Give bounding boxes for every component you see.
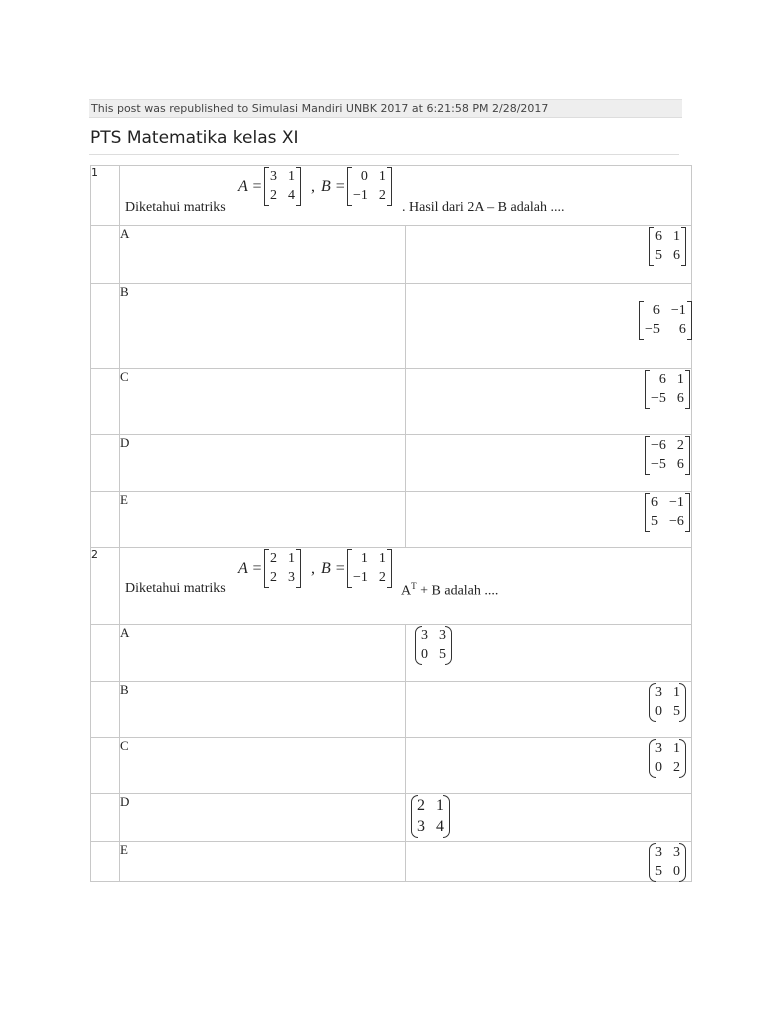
matrix-cell: 6 <box>673 248 680 263</box>
matrix-cell: 6 <box>652 303 660 318</box>
option-answer <box>406 492 692 548</box>
matrix-cell: 5 <box>651 514 658 529</box>
matrix-a <box>264 549 301 588</box>
option-answer <box>406 284 692 369</box>
option-letter: A <box>120 226 406 284</box>
matrix-cell: −5 <box>651 457 666 472</box>
option-matrix <box>649 843 686 882</box>
option-letter: C <box>120 738 406 794</box>
matrix-cell: −1 <box>669 495 684 510</box>
option-answer <box>406 226 692 284</box>
matrix-cell: 4 <box>436 818 444 835</box>
matrix-cell: −6 <box>651 438 666 453</box>
var-a-label: A = <box>238 178 263 195</box>
question-lead: Diketahui matriks <box>125 200 226 215</box>
option-answer <box>406 842 692 882</box>
matrix-cell: 3 <box>439 628 446 643</box>
title-divider <box>89 154 679 155</box>
comma: , <box>311 560 315 577</box>
option-row-b <box>91 284 692 369</box>
option-matrix <box>645 493 690 532</box>
option-letter: E <box>120 492 406 548</box>
matrix-cell: 6 <box>655 229 662 244</box>
matrix-cell: 2 <box>270 188 277 203</box>
matrix-cell: 6 <box>676 457 684 472</box>
option-matrix <box>415 626 452 665</box>
matrix-cell: 3 <box>655 845 662 860</box>
option-row-b <box>91 682 692 738</box>
matrix-cell: 2 <box>270 551 277 566</box>
matrix-cell: 0 <box>655 704 662 719</box>
matrix-cell: −1 <box>353 570 368 585</box>
option-row-c <box>91 369 692 435</box>
option-answer <box>406 435 692 492</box>
matrix-a <box>264 167 301 206</box>
matrix-cell: 6 <box>676 391 684 406</box>
matrix-cell: 2 <box>378 188 386 203</box>
matrix-cell: 6 <box>678 322 686 337</box>
question-tail-post: + B adalah .... <box>416 583 499 599</box>
option-matrix <box>649 683 686 722</box>
matrix-cell: 3 <box>270 169 277 184</box>
matrix-cell: −6 <box>669 514 684 529</box>
matrix-cell: 5 <box>673 704 680 719</box>
matrix-cell: 6 <box>651 495 658 510</box>
matrix-cell: 4 <box>288 188 295 203</box>
matrix-b <box>347 549 392 588</box>
option-row-c <box>91 738 692 794</box>
matrix-cell: 0 <box>421 647 428 662</box>
matrix-cell: 0 <box>360 169 368 184</box>
option-matrix <box>649 739 686 778</box>
option-row-e <box>91 492 692 548</box>
option-answer <box>406 738 692 794</box>
matrix-cell: 3 <box>655 741 662 756</box>
option-letter: B <box>120 682 406 738</box>
comma: , <box>311 178 315 195</box>
var-b-label: B = <box>321 560 346 577</box>
matrix-cell: 5 <box>439 647 446 662</box>
option-row-e <box>91 842 692 882</box>
option-letter: A <box>120 625 406 682</box>
matrix-cell: 1 <box>676 372 684 387</box>
matrix-cell: 5 <box>655 864 662 879</box>
option-letter: E <box>120 842 406 882</box>
republish-notice: This post was republished to Simulasi Mandiri UNBK 2017 at 6:21:58 PM 2/28/2017 <box>89 99 682 118</box>
option-matrix <box>639 301 692 340</box>
option-answer <box>406 625 692 682</box>
question-lead: Diketahui matriks <box>125 581 226 596</box>
var-a-label: A = <box>238 560 263 577</box>
matrix-cell: 1 <box>673 685 680 700</box>
question-number: 2 <box>91 548 120 625</box>
matrix-cell: 2 <box>673 760 680 775</box>
matrix-cell: 0 <box>673 864 680 879</box>
matrix-cell: 1 <box>673 741 680 756</box>
option-letter: C <box>120 369 406 435</box>
var-b-label: B = <box>321 178 346 195</box>
transpose-sup: T <box>411 581 417 591</box>
matrix-cell: 1 <box>436 797 444 814</box>
matrix-cell: 3 <box>421 628 428 643</box>
option-letter: D <box>120 794 406 842</box>
option-matrix <box>645 436 690 475</box>
matrix-cell: 2 <box>417 797 425 814</box>
question-tail <box>401 581 498 600</box>
transpose-base: A <box>401 583 412 599</box>
option-row-d <box>91 435 692 492</box>
option-row-a <box>91 226 692 284</box>
matrix-cell: 2 <box>676 438 684 453</box>
matrix-cell: 0 <box>655 760 662 775</box>
question-row-1 <box>91 166 692 226</box>
option-row-a <box>91 625 692 682</box>
option-answer <box>406 369 692 435</box>
matrix-cell: 3 <box>673 845 680 860</box>
question-row-2 <box>91 548 692 625</box>
matrix-cell: 2 <box>378 570 386 585</box>
question-tail: . Hasil dari 2A – B adalah .... <box>402 200 565 215</box>
matrix-cell: 1 <box>360 551 368 566</box>
matrix-b <box>347 167 392 206</box>
matrix-cell: −1 <box>353 188 368 203</box>
matrix-cell: −5 <box>645 322 660 337</box>
quiz-table <box>90 165 692 882</box>
matrix-cell: 1 <box>673 229 680 244</box>
question-number: 1 <box>91 166 120 226</box>
matrix-cell: 1 <box>378 551 386 566</box>
matrix-cell: 3 <box>655 685 662 700</box>
option-answer <box>406 682 692 738</box>
matrix-cell: 3 <box>417 818 425 835</box>
matrix-cell: 1 <box>288 169 295 184</box>
matrix-cell: 2 <box>270 570 277 585</box>
option-letter: B <box>120 284 406 369</box>
matrix-cell: 5 <box>655 248 662 263</box>
matrix-cell: 3 <box>288 570 295 585</box>
option-row-d <box>91 794 692 842</box>
option-matrix <box>645 370 690 409</box>
option-matrix <box>649 227 686 266</box>
option-answer <box>406 794 692 842</box>
option-matrix <box>411 795 450 838</box>
matrix-cell: 6 <box>658 372 666 387</box>
matrix-cell: −5 <box>651 391 666 406</box>
question-stem <box>120 166 692 226</box>
page-title: PTS Matematika kelas XI <box>90 128 299 148</box>
matrix-cell: −1 <box>670 303 686 318</box>
option-letter: D <box>120 435 406 492</box>
question-stem <box>120 548 692 625</box>
matrix-cell: 1 <box>378 169 386 184</box>
matrix-cell: 1 <box>288 551 295 566</box>
